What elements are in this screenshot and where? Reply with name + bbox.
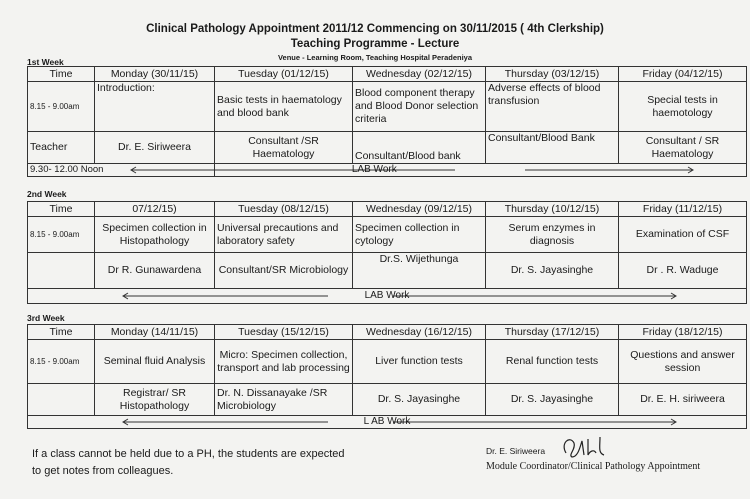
week-1-table — [27, 66, 747, 177]
topic-wednesday: Specimen collection in cytology — [353, 217, 486, 253]
header-thursday: Thursday (03/12/15) — [486, 67, 619, 82]
header-time: Time — [28, 325, 95, 340]
time-cell: 8.15 - 9.00am — [28, 82, 95, 132]
signatory-name: Dr. E. Siriweera — [486, 446, 546, 456]
teacher-wednesday: Dr. S. Jayasinghe — [353, 384, 486, 416]
teacher-friday: Consultant / SR Haematology — [619, 132, 747, 164]
week-2-table — [27, 201, 747, 304]
topic-monday: Specimen collection in Histopathology — [95, 217, 215, 253]
lab-work-label: L AB Work — [363, 416, 411, 427]
week-3-topic-row — [28, 340, 747, 384]
topic-thursday: Adverse effects of blood transfusion — [486, 82, 619, 132]
topic-thursday: Serum enzymes in diagnosis — [486, 217, 619, 253]
teacher-friday: Dr . R. Waduge — [619, 253, 747, 289]
week-1-header-row — [28, 67, 747, 82]
lab-arrow-left-icon — [28, 164, 215, 176]
week-3-lab-row — [28, 416, 747, 429]
week-2-topic-row — [28, 217, 747, 253]
teacher-monday: Dr. E. Siriweera — [95, 132, 215, 164]
topic-wednesday: Liver function tests — [353, 340, 486, 384]
week-2-teacher-row — [28, 253, 747, 289]
lab-time: 9.30- 12.00 Noon — [30, 164, 104, 175]
lab-work-cell — [28, 289, 747, 304]
topic-wednesday: Blood component therapy and Blood Donor selection criteria — [353, 82, 486, 132]
teacher-friday: Dr. E. H. siriweera — [619, 384, 747, 416]
topic-friday: Examination of CSF — [619, 217, 747, 253]
document-title: Clinical Pathology Appointment 2011/12 Commencing on 30/11/2015 ( 4th Clerkship) — [146, 23, 604, 35]
header-friday: Friday (04/12/15) — [619, 67, 747, 82]
footer-note-line-1: If a class cannot be held due to a PH, the students are expected — [32, 448, 345, 460]
header-wednesday: Wednesday (09/12/15) — [353, 202, 486, 217]
teacher-thursday: Dr. S. Jayasinghe — [486, 384, 619, 416]
empty-cell — [28, 253, 95, 289]
week-3-table — [27, 324, 747, 429]
topic-tuesday: Universal precautions and laboratory safety — [215, 217, 353, 253]
footer-note-line-2: to get notes from colleagues. — [32, 465, 174, 477]
lab-work-label: LAB Work — [364, 290, 410, 301]
week-3-header-row — [28, 325, 747, 340]
header-monday: 07/12/15) — [95, 202, 215, 217]
lab-work-cell — [28, 416, 747, 429]
topic-monday: Introduction: — [95, 82, 215, 132]
lab-time-cell — [28, 164, 215, 177]
header-thursday: Thursday (10/12/15) — [486, 202, 619, 217]
header-tuesday: Tuesday (01/12/15) — [215, 67, 353, 82]
week-2-lab-row — [28, 289, 747, 304]
header-wednesday: Wednesday (16/12/15) — [353, 325, 486, 340]
topic-thursday: Renal function tests — [486, 340, 619, 384]
signatory-title: Module Coordinator/Clinical Pathology Appointment — [486, 461, 701, 472]
teacher-monday: Registrar/ SR Histopathology — [95, 384, 215, 416]
teacher-thursday: Dr. S. Jayasinghe — [486, 253, 619, 289]
week-2-header-row — [28, 202, 747, 217]
venue-line: Venue - Learning Room, Teaching Hospital Peradeniya — [277, 53, 473, 62]
document-subtitle: Teaching Programme - Lecture — [290, 38, 460, 50]
teacher-wednesday: Consultant/Blood bank — [353, 132, 486, 164]
header-monday: Monday (30/11/15) — [95, 67, 215, 82]
teacher-monday: Dr R. Gunawardena — [95, 253, 215, 289]
teacher-label: Teacher — [28, 132, 95, 164]
week-3-teacher-row — [28, 384, 747, 416]
teacher-tuesday: Consultant/SR Microbiology — [215, 253, 353, 289]
week-1-topic-row — [28, 82, 747, 132]
topic-friday: Special tests in haemotology — [619, 82, 747, 132]
lab-work-cell — [215, 164, 747, 177]
header-friday: Friday (11/12/15) — [619, 202, 747, 217]
topic-monday: Seminal fluid Analysis — [95, 340, 215, 384]
teacher-tuesday: Consultant /SR Haematology — [215, 132, 353, 164]
topic-tuesday: Micro: Specimen collection, transport and lab processing — [215, 340, 353, 384]
header-wednesday: Wednesday (02/12/15) — [353, 67, 486, 82]
teacher-tuesday: Dr. N. Dissanayake /SR Microbiology — [215, 384, 353, 416]
topic-friday: Questions and answer session — [619, 340, 747, 384]
week-3-label: 3rd Week — [27, 313, 65, 323]
header-monday: Monday (14/11/15) — [95, 325, 215, 340]
header-friday: Friday (18/12/15) — [619, 325, 747, 340]
header-tuesday: Tuesday (08/12/15) — [215, 202, 353, 217]
time-cell: 8.15 - 9.00am — [28, 217, 95, 253]
empty-cell — [28, 384, 95, 416]
lab-work-label: LAB Work — [351, 164, 397, 175]
teacher-wednesday: Dr.S. Wijethunga — [353, 253, 486, 289]
week-1-label: 1st Week — [27, 57, 64, 67]
header-tuesday: Tuesday (15/12/15) — [215, 325, 353, 340]
week-2-label: 2nd Week — [27, 189, 67, 199]
topic-tuesday: Basic tests in haematology and blood bank — [215, 82, 353, 132]
footer-note — [32, 446, 344, 480]
header-time: Time — [28, 202, 95, 217]
week-1-lab-row — [28, 164, 747, 177]
header-thursday: Thursday (17/12/15) — [486, 325, 619, 340]
teacher-thursday: Consultant/Blood Bank — [486, 132, 619, 164]
header-time: Time — [28, 67, 95, 82]
handwritten-signature-icon — [556, 433, 616, 461]
week-1-teacher-row — [28, 132, 747, 164]
time-cell: 8.15 - 9.00am — [28, 340, 95, 384]
